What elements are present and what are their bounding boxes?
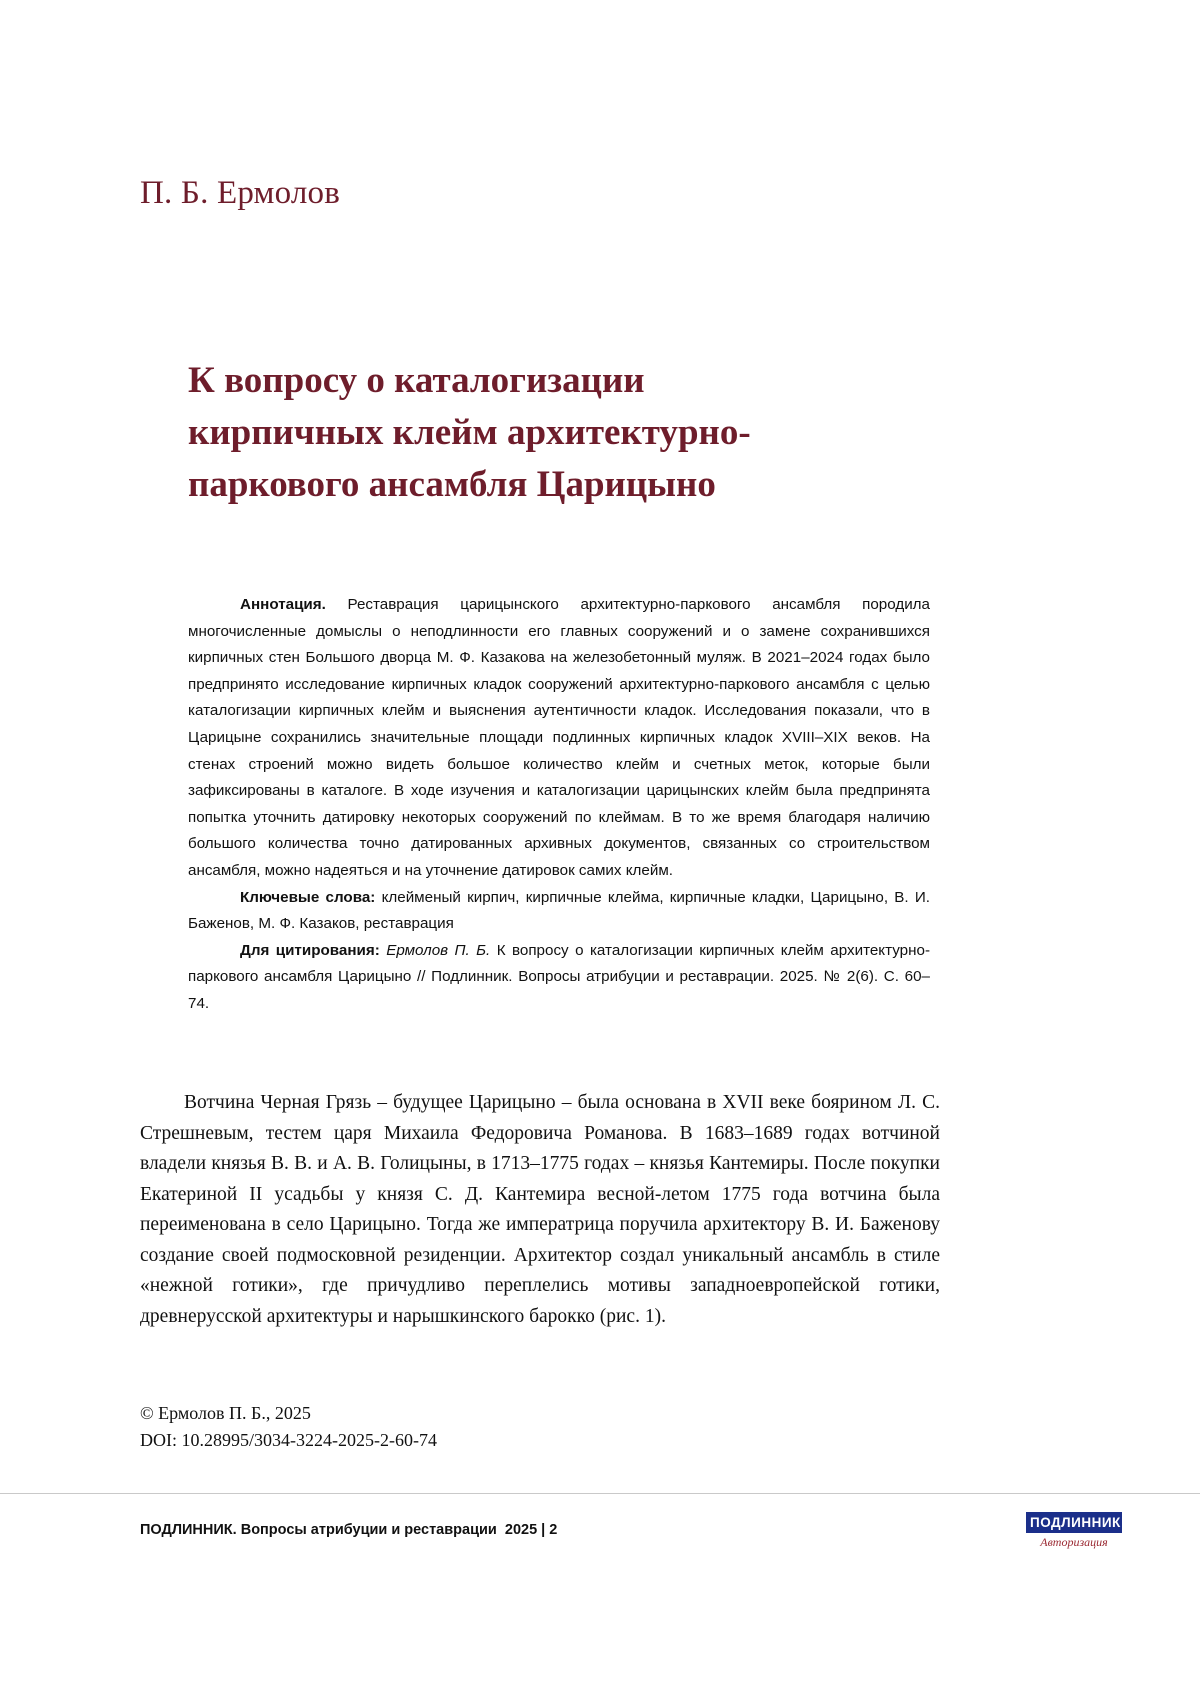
logo-subtitle: Авторизация xyxy=(1040,1535,1108,1549)
abstract-text: Реставрация царицынского архитектурно-паркового ансамбля породила многочисленные домыслы о неподлинности его главных сооружений и о замене сохранившихся кирпичных стен Большого дворца М. Ф. Казакова на железобетонный муляж. В 2021–2024 годах было предпринято исследование кирпичных кладок сооружений архитектурно-паркового ансамбля с целью каталогизации кирпичных клейм и выяснения аутентичности кладок. Исследования показали, что в Царицыне сохранились значительные площади подлинных кирпичных кладок XVIII–XIX веков. На стенах строений можно видеть большое количество клейм и счетных меток, которые были зафиксированы в каталоге. В ходе изучения и каталогизации царицынских клейм была предпринята попытка уточнить датировку некоторых сооружений по клеймам. В то же время благодаря наличию большого количества точно датированных архивных документов, связанных со строительством ансамбля, можно надеяться и на уточнение датировок самих клейм. xyxy=(188,596,930,879)
body-text xyxy=(140,1088,940,1332)
keywords-text: клейменый кирпич, кирпичные клейма, кирпичные кладки, Царицыно, В. И. Баженов, М. Ф. Казаков, реставрация xyxy=(188,888,930,933)
abstract-block xyxy=(188,592,930,1018)
journal-name-rest: Вопросы атрибуции и реставрации xyxy=(236,1522,497,1538)
abstract-label: Аннотация. xyxy=(240,596,326,613)
abstract-paragraph xyxy=(188,592,930,885)
logo-wordmark: ПОДЛИННИК xyxy=(1026,1512,1122,1533)
author-name: П. Б. Ермолов xyxy=(140,175,341,211)
citation-label: Для цитирования: xyxy=(240,941,380,959)
journal-name-bold: ПОДЛИННИК. xyxy=(140,1522,237,1538)
footer-divider xyxy=(0,1493,1200,1494)
citation-author: Ермолов П. Б. xyxy=(379,941,491,959)
title-line-1: К вопросу о каталогизации xyxy=(188,359,645,401)
journal-logo xyxy=(1026,1512,1122,1566)
copyright-line: © Ермолов П. Б., 2025 xyxy=(140,1403,311,1423)
title-line-3: паркового ансамбля Царицыно xyxy=(188,463,716,505)
title-line-2: кирпичных клейм архитектурно- xyxy=(188,411,751,453)
issue-label: 2025 | 2 xyxy=(504,1522,558,1538)
doi-line: DOI: 10.28995/3034-3224-2025-2-60-74 xyxy=(140,1430,437,1450)
footer-meta xyxy=(140,1400,437,1454)
page-title xyxy=(188,355,948,511)
citation-paragraph xyxy=(188,938,930,1018)
keywords-paragraph xyxy=(188,885,930,938)
body-paragraph-1: Вотчина Черная Грязь – будущее Царицыно – была основана в XVII веке боярином Л. С. Стрешневым, тестем царя Михаила Федоровича Романова. В 1683–1689 годах вотчиной владели князья В. В. и А. В. Голицыны, в 1713–1775 годах – князья Кантемиры. После покупки Екатериной II усадьбы у князя С. Д. Кантемира весной-летом 1775 года вотчина была переименована в село Царицыно. Тогда же императрица поручила архитектору В. И. Баженову создание своей подмосковной резиденции. Архитектор создал уникальный ансамбль в стиле «нежной готики», где причудливо переплелись мотивы западноевропейской готики, древнерусской архитектуры и нарышкинского барокко (рис. 1). xyxy=(140,1092,940,1327)
running-footer xyxy=(140,1522,557,1538)
citation-text: К вопросу о каталогизации кирпичных клейм архитектурно-паркового ансамбля Царицыно // Подлинник. Вопросы атрибуции и реставрации. 2025. № 2(6). С. 60–74. xyxy=(188,941,931,1012)
keywords-label: Ключевые слова: xyxy=(240,888,376,906)
